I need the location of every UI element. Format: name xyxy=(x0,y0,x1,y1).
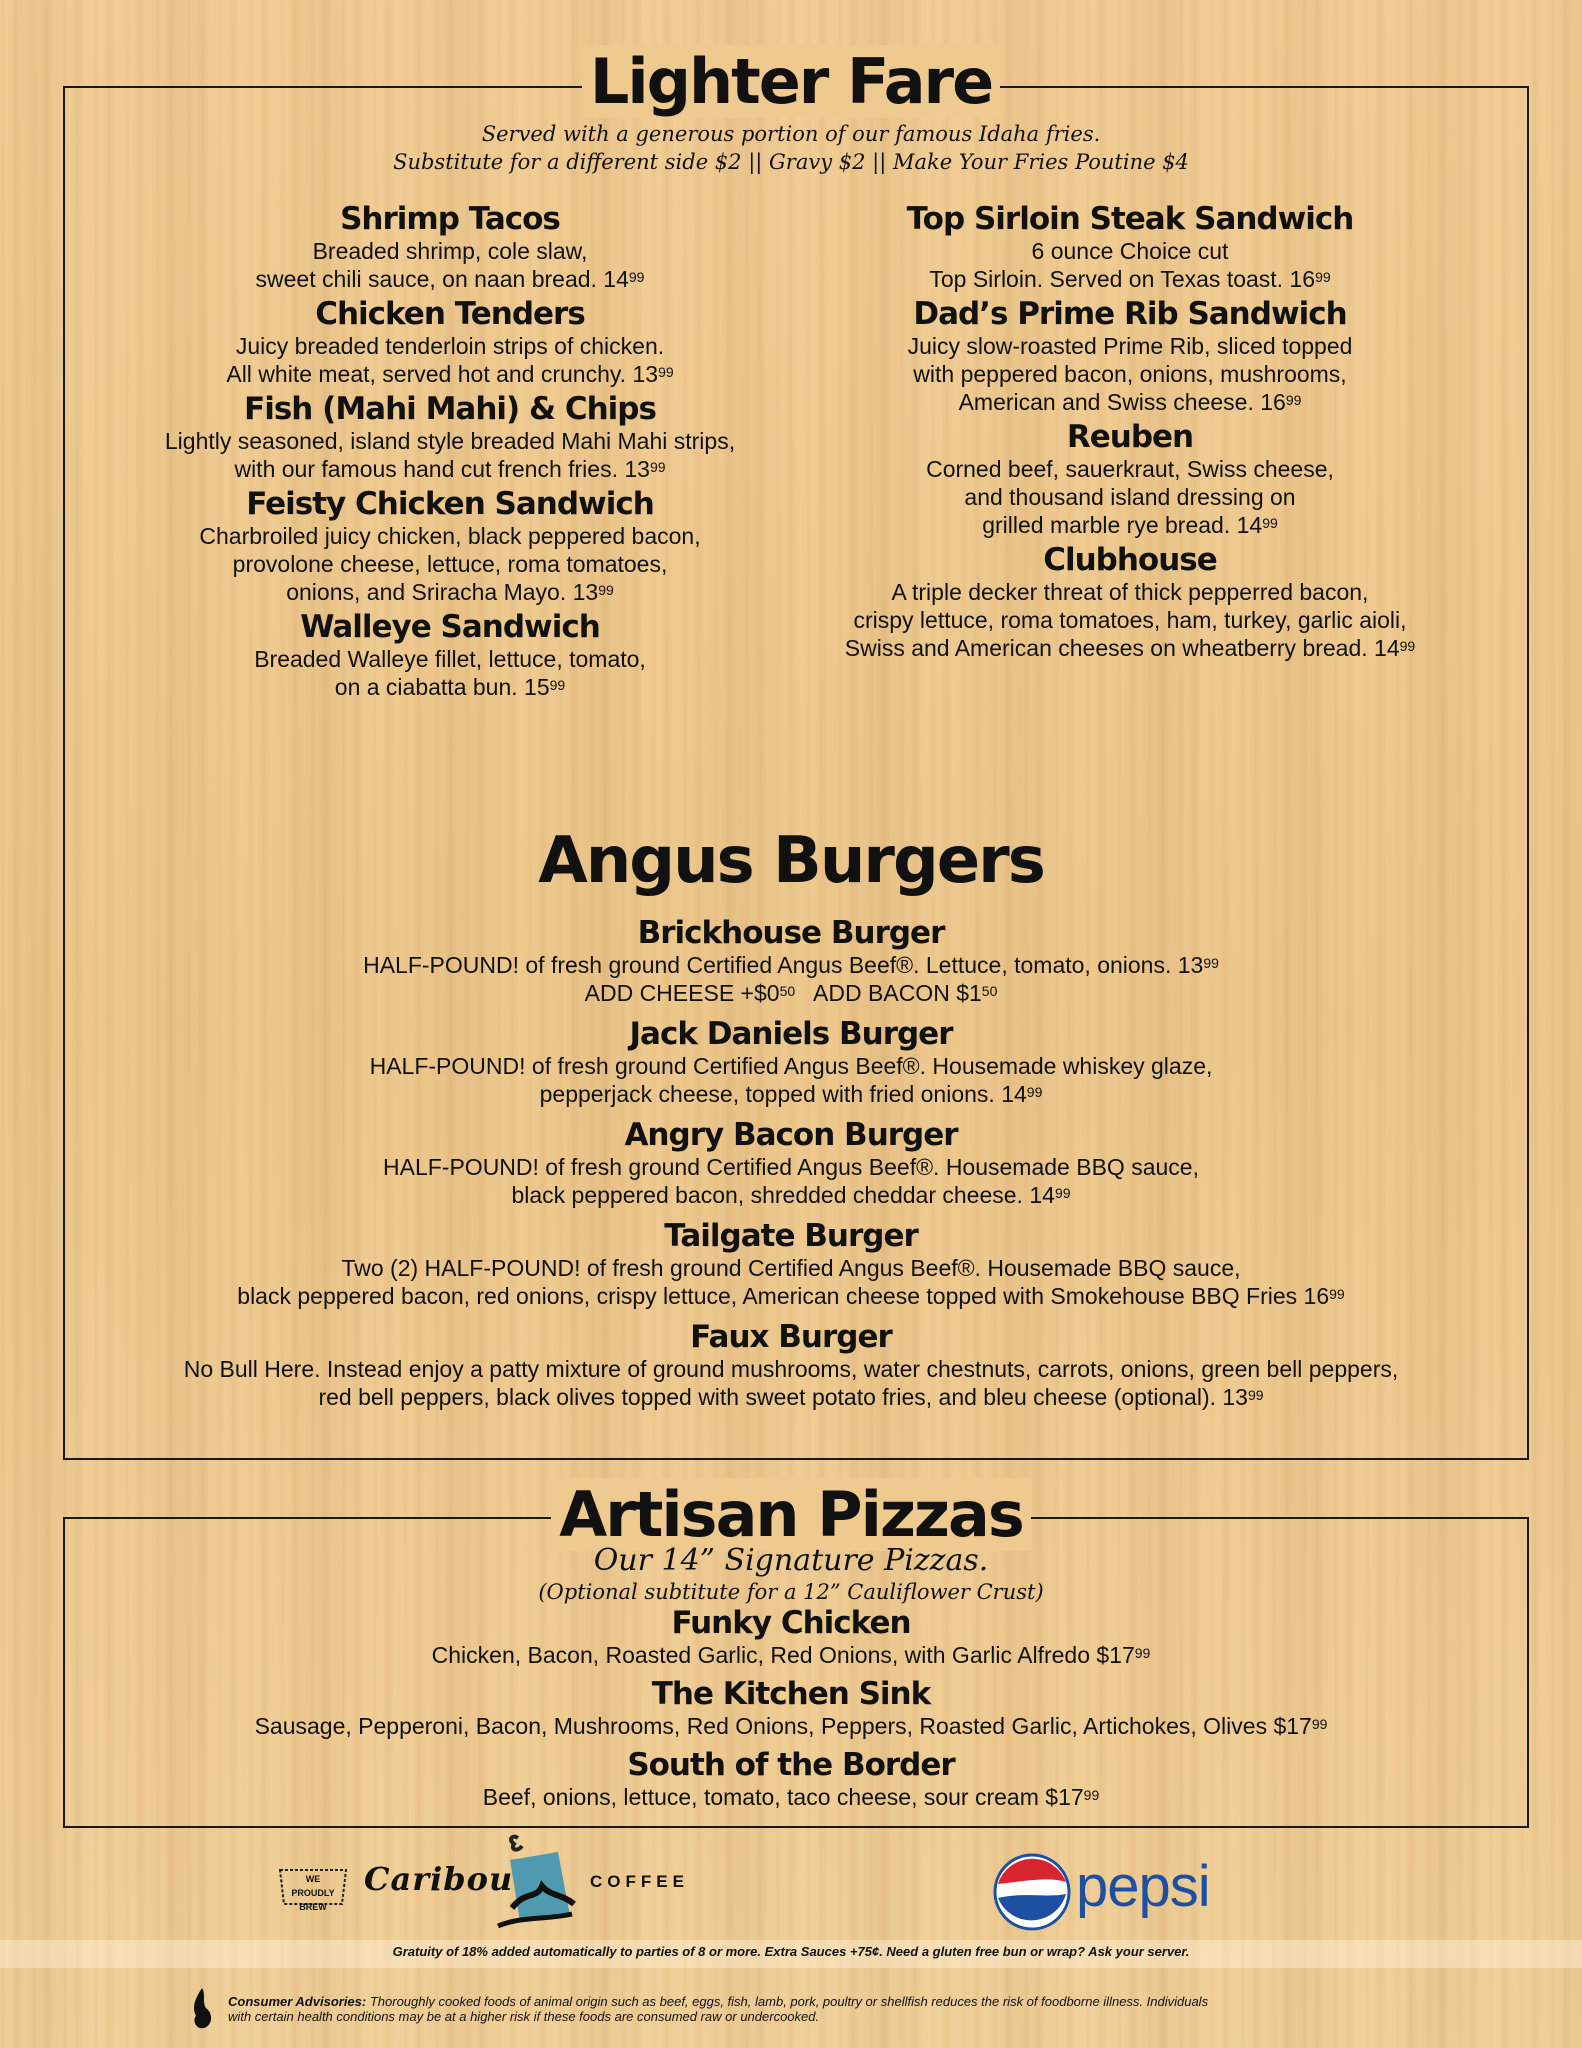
consumer-advisory-icon xyxy=(190,1988,214,2030)
menu-item-description: Beef, onions, lettuce, tomato, taco cheese, sour cream $\$17^{99}$ xyxy=(482,1784,1100,1810)
menu-item-name: Feisty Chicken Sandwich xyxy=(246,486,654,522)
artisan-pizzas-subtitle: Our 14” Signature Pizzas. (Optional subtitute for a 12” Cauliflower Crust) xyxy=(538,1543,1044,1604)
menu-item xyxy=(110,392,790,483)
brew-badge-text: WE PROUDLY BREW xyxy=(291,1874,335,1912)
menu-item-description: Lightly seasoned, island style breaded Mahi Mahi strips, xyxy=(164,428,736,454)
caribou-coffee-logo xyxy=(364,1830,724,1930)
menu-item-description: black peppered bacon, red onions, crispy lettuce, American cheese topped with Smokehouse BBQ Fries $16^{99}$ xyxy=(237,1283,1345,1309)
menu-item-description: No Bull Here. Instead enjoy a patty mixture of ground mushrooms, water chestnuts, carrots, onions, green bell peppers, xyxy=(183,1356,1399,1382)
menu-item-description: Juicy breaded tenderloin strips of chicken. xyxy=(235,333,665,359)
artisan-pizzas-title: Artisan Pizzas xyxy=(0,1475,1582,1555)
we-proudly-brew-badge xyxy=(276,1862,350,1912)
price-cents: 99 xyxy=(1399,638,1416,654)
menu-item-name: Funky Chicken xyxy=(671,1605,911,1641)
menu-item xyxy=(110,297,790,388)
menu-item-name: Jack Daniels Burger xyxy=(629,1016,953,1052)
price-cents: 99 xyxy=(1329,1286,1345,1302)
menu-item-description: Breaded shrimp, cole slaw, xyxy=(312,238,588,264)
menu-item-name: Clubhouse xyxy=(1043,542,1217,578)
lighter-fare-title: Lighter Fare xyxy=(0,42,1582,122)
menu-item-description: sweet chili sauce, on naan bread. $14^{99}$ xyxy=(255,266,645,292)
menu-item-description: onions, and Sriracha Mayo. $13^{99}$ xyxy=(286,579,614,605)
menu-item-description: Two (2) HALF-POUND! of fresh ground Certified Angus Beef®. Housemade BBQ sauce, xyxy=(341,1255,1241,1281)
advisory-label: Consumer Advisories: xyxy=(228,1994,367,2009)
lighter-fare-right-column xyxy=(790,202,1470,666)
caribou-wordmark: Caribou xyxy=(364,1860,514,1898)
lighter-fare-subtitle: Served with a generous portion of our famous Idaha fries. Substitute for a different side $2 || Gravy $2 || Make Your Fries Poutine $4 xyxy=(393,122,1189,174)
menu-item-description: 6 ounce Choice cut xyxy=(1031,238,1229,264)
menu-item-description: Charbroiled juicy chicken, black peppered bacon, xyxy=(199,523,701,549)
menu-item-description: HALF-POUND! of fresh ground Certified Angus Beef®. Housemade BBQ sauce, xyxy=(383,1154,1199,1180)
menu-item xyxy=(70,1017,1512,1108)
menu-item-name: Faux Burger xyxy=(690,1319,892,1355)
menu-item xyxy=(70,1748,1512,1811)
menu-item-description: Chicken, Bacon, Roasted Garlic, Red Onions, with Garlic Alfredo $\$17^{99}$ xyxy=(431,1642,1151,1668)
menu-item xyxy=(790,202,1470,293)
price-cents: 99 xyxy=(1203,955,1219,971)
menu-item xyxy=(70,916,1512,1007)
menu-item-description: Breaded Walleye fillet, lettuce, tomato, xyxy=(254,646,646,672)
menu-item-description: Corned beef, sauerkraut, Swiss cheese, xyxy=(926,456,1334,482)
price-cents: 99 xyxy=(1311,1716,1328,1732)
menu-item-description: pepperjack cheese, topped with fried onions. $14^{99}$ xyxy=(539,1081,1043,1107)
menu-item-description: with peppered bacon, onions, mushrooms, xyxy=(913,361,1347,387)
consumer-advisory xyxy=(228,1994,1478,2024)
price-cents: 99 xyxy=(1134,1645,1151,1661)
menu-item-description: American and Swiss cheese. $16^{99}$ xyxy=(958,389,1302,415)
gratuity-note: Gratuity of 18% added automatically to parties of 8 or more. Extra Sauces +75¢. Need a gluten free bun or wrap? Ask your server. xyxy=(392,1944,1190,1959)
menu-item-description: with our famous hand cut french fries. $13^{99}$ xyxy=(234,456,666,482)
menu-item-name: Top Sirloin Steak Sandwich xyxy=(906,201,1354,237)
pepsi-globe-icon xyxy=(992,1852,1072,1932)
price-cents: 99 xyxy=(649,459,666,475)
menu-item-name: Chicken Tenders xyxy=(315,296,585,332)
lighter-fare-left-column xyxy=(110,202,790,705)
angus-burgers-list xyxy=(70,916,1512,1421)
price-cents: 99 xyxy=(1026,1084,1043,1100)
pepsi-logo xyxy=(992,1852,1232,1932)
menu-item-description: on a ciabatta bun. $15^{99}$ xyxy=(334,674,566,700)
price-cents: 99 xyxy=(1262,515,1278,531)
menu-item-description: A triple decker threat of thick pepperred bacon, xyxy=(891,579,1369,605)
menu-item xyxy=(110,610,790,701)
menu-item-name: Shrimp Tacos xyxy=(340,201,560,237)
menu-item xyxy=(70,1320,1512,1411)
menu-item xyxy=(70,1118,1512,1209)
menu-item-name: Reuben xyxy=(1066,419,1194,455)
menu-item xyxy=(790,543,1470,662)
menu-item-name: Walleye Sandwich xyxy=(300,609,600,645)
menu-item-name: Tailgate Burger xyxy=(664,1218,918,1254)
advisory-text-2: with certain health conditions may be at a higher risk if these foods are consumed raw or undercooked. xyxy=(228,2009,820,2024)
menu-item-description: grilled marble rye bread. $14^{99}$ xyxy=(982,512,1278,538)
price-cents: 99 xyxy=(598,582,614,598)
menu-item-description: Sausage, Pepperoni, Bacon, Mushrooms, Red Onions, Peppers, Roasted Garlic, Artichokes, Olives $\$17^{99}$ xyxy=(254,1713,1328,1739)
menu-item xyxy=(790,297,1470,416)
price-cents: 99 xyxy=(1083,1787,1100,1803)
menu-item-description: crispy lettuce, roma tomatoes, ham, turkey, garlic aioli, xyxy=(853,607,1407,633)
price-cents: 99 xyxy=(628,269,645,285)
menu-item xyxy=(70,1606,1512,1669)
menu-item xyxy=(70,1219,1512,1310)
menu-item-description: Juicy slow-roasted Prime Rib, sliced topped xyxy=(907,333,1353,359)
menu-item xyxy=(70,1677,1512,1740)
pepsi-wordmark: pepsi xyxy=(1076,1854,1210,1919)
price-cents: 99 xyxy=(1315,269,1331,285)
coffee-wordmark: COFFEE xyxy=(590,1872,689,1891)
menu-item-name: The Kitchen Sink xyxy=(651,1676,931,1712)
menu-item-description: black peppered bacon, shredded cheddar cheese. $14^{99}$ xyxy=(511,1182,1071,1208)
menu-item-description: HALF-POUND! of fresh ground Certified Angus Beef®. Housemade whiskey glaze, xyxy=(369,1053,1213,1079)
menu-item-description: red bell peppers, black olives topped with sweet potato fries, and bleu cheese (optional). $13^{99}$ xyxy=(318,1384,1264,1410)
menu-item-addons: ADD CHEESE $+\$0^{50}$ ADD BACON $\$1^{50}$ xyxy=(584,980,998,1006)
menu-item-description: HALF-POUND! of fresh ground Certified Angus Beef®. Lettuce, tomato, onions. $13^{99}$ xyxy=(363,952,1219,978)
menu-item-name: Fish (Mahi Mahi) & Chips xyxy=(244,391,656,427)
angus-burgers-title: Angus Burgers xyxy=(538,824,1044,898)
menu-item-name: Dad’s Prime Rib Sandwich xyxy=(913,296,1347,332)
menu-item-name: South of the Border xyxy=(627,1747,955,1783)
menu-item xyxy=(110,202,790,293)
menu-item-description: and thousand island dressing on xyxy=(964,484,1296,510)
menu-item xyxy=(790,420,1470,539)
caribou-emblem-icon xyxy=(492,1830,576,1930)
price-cents: 99 xyxy=(658,364,674,380)
menu-item-description: Swiss and American cheeses on wheatberry bread. $14^{99}$ xyxy=(844,635,1416,661)
price-cents: 99 xyxy=(549,677,566,693)
menu-item-description: provolone cheese, lettuce, roma tomatoes, xyxy=(232,551,668,577)
menu-item-description: All white meat, served hot and crunchy. $13^{99}$ xyxy=(226,361,674,387)
price-cents: 99 xyxy=(1247,1387,1264,1403)
price-cents: 99 xyxy=(1054,1185,1071,1201)
artisan-pizzas-list xyxy=(70,1606,1512,1819)
advisory-text-1: Thoroughly cooked foods of animal origin such as beef, eggs, fish, lamb, pork, poultry or shellfish reduces the risk of foodborne illness. Individuals xyxy=(366,1994,1209,2009)
price-cents: 99 xyxy=(1285,392,1302,408)
menu-item-name: Angry Bacon Burger xyxy=(624,1117,958,1153)
menu-item-description: Top Sirloin. Served on Texas toast. $16^{99}$ xyxy=(929,266,1331,292)
menu-item xyxy=(110,487,790,606)
menu-item-name: Brickhouse Burger xyxy=(637,915,945,951)
